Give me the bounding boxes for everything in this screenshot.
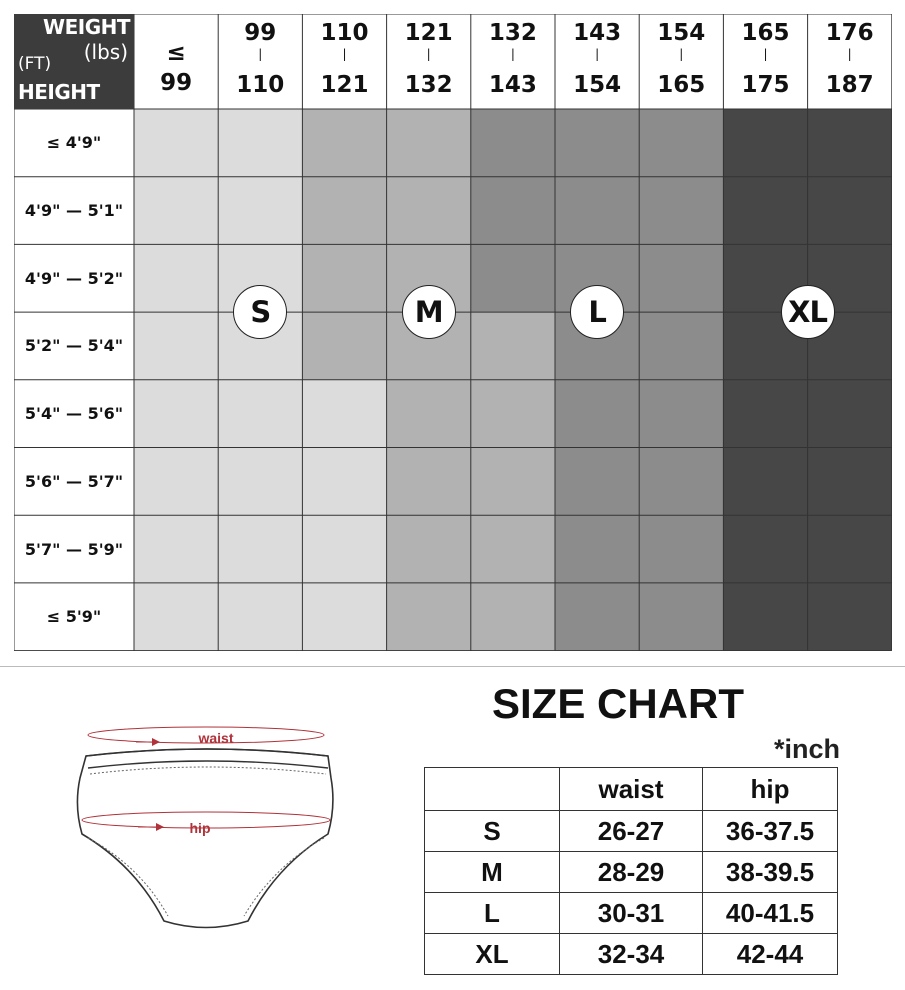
measurement-waist-cell: 30-31 <box>560 893 703 934</box>
weight-range-high: 154 <box>573 72 622 98</box>
size-cell-m <box>387 109 471 177</box>
weight-column-header <box>302 14 386 109</box>
size-cell-l <box>639 312 723 380</box>
weight-range-high: 110 <box>236 72 285 98</box>
size-cell-l <box>639 177 723 245</box>
size-cell-s <box>134 583 218 651</box>
waist-label: waist <box>198 730 234 746</box>
size-badge-xl: XL <box>781 285 835 339</box>
size-cell-xl <box>723 380 807 448</box>
size-chart-title: SIZE CHART <box>492 680 744 727</box>
size-cell-xl <box>723 448 807 516</box>
size-cell-m <box>471 312 555 380</box>
measurement-header-waist: waist <box>560 768 703 811</box>
size-cell-s <box>302 380 386 448</box>
height-axis-label: HEIGHT <box>18 80 100 104</box>
range-separator: | <box>763 47 768 61</box>
size-cell-m <box>302 244 386 312</box>
size-cell-m <box>471 380 555 448</box>
weight-range-high: 165 <box>657 72 706 98</box>
size-cell-xl <box>808 448 892 516</box>
weight-axis-label: WEIGHT <box>43 15 130 39</box>
size-cell-s <box>302 448 386 516</box>
weight-column-header <box>555 14 639 109</box>
range-separator: | <box>510 47 515 61</box>
height-row-header: ≤ 4'9" <box>46 133 102 153</box>
weight-unit-label: (lbs) <box>83 40 128 64</box>
size-grid-chart <box>14 14 892 651</box>
size-cell-xl <box>808 109 892 177</box>
size-cell-l <box>639 380 723 448</box>
size-cell-s <box>134 109 218 177</box>
size-cell-s <box>302 515 386 583</box>
size-cell-l <box>555 515 639 583</box>
measurement-hip-cell: 42-44 <box>703 934 838 975</box>
weight-column-header <box>134 14 218 109</box>
size-cell-s <box>134 177 218 245</box>
height-row-header: 4'9" — 5'2" <box>24 268 124 288</box>
size-badge-l: L <box>570 285 624 339</box>
size-cell-l <box>639 515 723 583</box>
measurement-hip-cell: 40-41.5 <box>703 893 838 934</box>
size-badge-m: M <box>402 285 456 339</box>
weight-range-high: 187 <box>825 72 874 98</box>
size-cell-m <box>302 312 386 380</box>
size-cell-m <box>471 448 555 516</box>
size-cell-m <box>302 109 386 177</box>
measurement-waist-cell: 28-29 <box>560 852 703 893</box>
size-cell-xl <box>808 177 892 245</box>
size-cell-s <box>218 109 302 177</box>
size-cell-l <box>555 448 639 516</box>
measurement-header-hip: hip <box>703 768 838 811</box>
weight-range-low: 121 <box>404 20 453 46</box>
size-cell-m <box>471 515 555 583</box>
weight-range-low: 143 <box>573 20 622 46</box>
size-cell-s <box>218 380 302 448</box>
measurement-waist-cell: 26-27 <box>560 811 703 852</box>
measurement-size-cell: S <box>425 811 560 852</box>
size-badge-s: S <box>233 285 287 339</box>
size-cell-s <box>134 448 218 516</box>
unit-note: *inch <box>773 734 840 764</box>
weight-range-high: 143 <box>488 72 537 98</box>
height-row-header: 4'9" — 5'1" <box>24 201 124 221</box>
measurement-size-cell: M <box>425 852 560 893</box>
size-cell-s <box>302 583 386 651</box>
measurement-header-size <box>425 768 560 811</box>
size-cell-s <box>218 448 302 516</box>
size-cell-l <box>471 177 555 245</box>
height-row-header: 5'4" — 5'6" <box>24 404 124 424</box>
measurement-size-cell: XL <box>425 934 560 975</box>
height-row-header: ≤ 5'9" <box>46 607 102 627</box>
weight-range-low: 165 <box>741 20 790 46</box>
size-cell-xl <box>808 583 892 651</box>
range-separator: | <box>595 47 600 61</box>
weight-column-header <box>471 14 555 109</box>
size-cell-l <box>639 109 723 177</box>
measurement-hip-cell: 38-39.5 <box>703 852 838 893</box>
hip-label: hip <box>189 820 211 836</box>
measurement-row <box>425 852 838 893</box>
weight-range-label: ≤ 99 <box>160 40 193 96</box>
size-cell-xl <box>808 515 892 583</box>
size-cell-m <box>387 177 471 245</box>
size-cell-m <box>387 583 471 651</box>
weight-range-low: 176 <box>825 20 874 46</box>
weight-column-header <box>218 14 302 109</box>
size-cell-xl <box>723 109 807 177</box>
measurement-table <box>424 767 838 975</box>
size-cell-s <box>218 515 302 583</box>
height-unit-label: (FT) <box>18 54 52 74</box>
size-cell-m <box>387 515 471 583</box>
brief-illustration <box>66 716 346 951</box>
weight-range-high: 132 <box>404 72 453 98</box>
size-grid-svg <box>14 14 892 651</box>
measurement-waist-cell: 32-34 <box>560 934 703 975</box>
size-cell-s <box>218 583 302 651</box>
measurement-row <box>425 934 838 975</box>
height-row-header: 5'7" — 5'9" <box>24 539 124 559</box>
measurement-row <box>425 893 838 934</box>
height-row-header: 5'6" — 5'7" <box>24 471 124 491</box>
size-cell-l <box>555 380 639 448</box>
size-cell-l <box>555 177 639 245</box>
size-cell-s <box>218 177 302 245</box>
size-cell-xl <box>723 177 807 245</box>
size-cell-l <box>639 244 723 312</box>
size-cell-m <box>471 583 555 651</box>
section-divider <box>0 666 905 667</box>
size-cell-l <box>639 583 723 651</box>
size-cell-l <box>639 448 723 516</box>
measurement-size-cell: L <box>425 893 560 934</box>
range-separator: | <box>847 47 852 61</box>
height-row-header: 5'2" — 5'4" <box>24 336 124 356</box>
measurement-row <box>425 811 838 852</box>
size-cell-xl <box>808 380 892 448</box>
weight-range-high: 121 <box>320 72 369 98</box>
weight-range-low: 154 <box>657 20 706 46</box>
range-separator: | <box>258 47 263 61</box>
size-cell-s <box>134 380 218 448</box>
measurement-header-row <box>425 768 838 811</box>
size-cell-xl <box>723 515 807 583</box>
weight-range-high: 175 <box>741 72 790 98</box>
brief-outline <box>77 749 332 928</box>
size-cell-l <box>555 109 639 177</box>
weight-column-header <box>639 14 723 109</box>
weight-range-low: 132 <box>488 20 537 46</box>
weight-range-low: 99 <box>244 20 277 46</box>
size-cell-s <box>134 515 218 583</box>
size-cell-l <box>471 109 555 177</box>
weight-column-header <box>723 14 807 109</box>
size-cell-m <box>302 177 386 245</box>
weight-column-header <box>387 14 471 109</box>
grid-corner-header <box>14 14 134 109</box>
size-cell-m <box>387 448 471 516</box>
size-cell-l <box>555 583 639 651</box>
range-separator: | <box>342 47 347 61</box>
size-cell-s <box>134 312 218 380</box>
size-cell-xl <box>723 583 807 651</box>
range-separator: | <box>679 47 684 61</box>
size-cell-m <box>387 380 471 448</box>
weight-column-header <box>808 14 892 109</box>
size-cell-s <box>134 244 218 312</box>
weight-range-low: 110 <box>320 20 369 46</box>
measurement-hip-cell: 36-37.5 <box>703 811 838 852</box>
size-cell-l <box>471 244 555 312</box>
range-separator: | <box>426 47 431 61</box>
